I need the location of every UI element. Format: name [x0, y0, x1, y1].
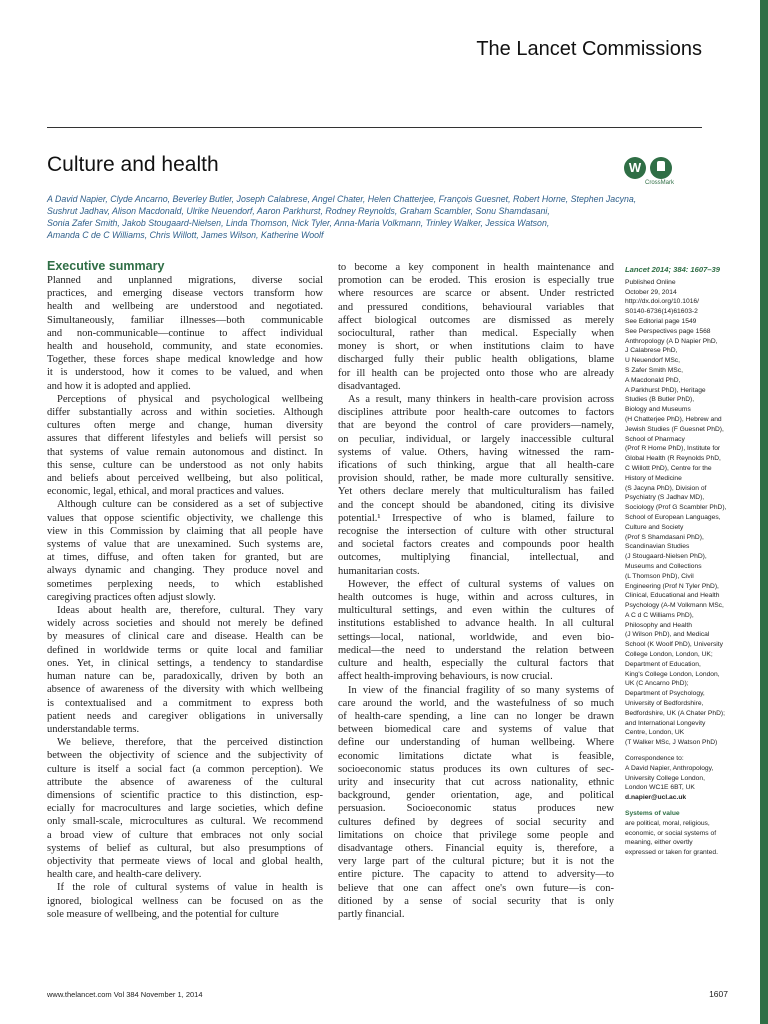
paragraph-line: only small-scale, microcultures as cultural. We recommend — [47, 816, 323, 828]
correspondence-line: Correspondence to: — [625, 755, 684, 763]
affiliation-line: (Prof R Horne PhD), Institute for — [625, 445, 721, 453]
paragraph-line: limitations on choice that privilege some people and — [338, 829, 614, 841]
paragraph-line: differ substantially across and within societies. Although — [47, 407, 323, 419]
paragraph-line: and non-communicable—continue to affect individual — [47, 327, 323, 339]
paragraph-line: values that oppose scientific objectivity, we challenge this — [47, 512, 323, 524]
author-list — [47, 193, 637, 241]
see-perspectives-link[interactable]: See Perspectives page 1568 — [625, 327, 711, 335]
paragraph-line: health and wellbeing are understood and negotiated. — [47, 301, 323, 313]
affiliation-line: UK (C Ancarno PhD); — [625, 680, 689, 688]
affiliation-line: Studies (B Butler PhD), — [625, 396, 695, 404]
paragraph-line: medical—the need to understand the relation between — [338, 644, 614, 656]
affiliation-line: School of European Languages, — [625, 513, 721, 521]
open-access-icon[interactable]: W — [624, 157, 646, 179]
paragraph-line: settings—local, national, worldwide, and even bio- — [338, 631, 614, 643]
journal-section-header: The Lancet Commissions — [476, 38, 702, 60]
paragraph-line: cultures often merge and change, human diversity — [47, 420, 323, 432]
affiliation-line: and International Longevity — [625, 719, 706, 727]
glossary-line: expressed or taken for granted. — [625, 849, 718, 857]
paragraph-line: Simultaneously, familiar illnesses—both communicable — [47, 314, 323, 326]
publication-info: October 29, 2014 — [625, 288, 677, 296]
paragraph-line: disadvantaged. — [338, 380, 401, 392]
article-sidebar — [625, 265, 737, 858]
affiliation-line: Biology and Museums — [625, 406, 691, 414]
paragraph-line: and how it is adopted and applied. — [47, 380, 191, 392]
affiliation-line: History of Medicine — [625, 474, 682, 482]
affiliation-line: Department of Education, — [625, 660, 701, 668]
paragraph-line: assures that different lifestyles and beliefs will persist so — [47, 433, 323, 445]
affiliation-line: (Prof S Shamdasani PhD), — [625, 533, 704, 541]
paragraph-line: between biomedical care and systems of value that — [338, 724, 614, 736]
paragraph-line: between the objectivity of science and the subjectivity of — [47, 750, 323, 762]
crossmark-icon[interactable] — [650, 157, 672, 179]
affiliation-line: Centre, London, UK — [625, 729, 685, 737]
paragraph-line: economic limitations dictate what is feasible, — [338, 750, 614, 762]
glossary-title: Systems of value — [625, 810, 680, 818]
paragraph-line: institutions established to advance health. In all cultural — [338, 618, 614, 630]
paragraph-line: ecially for macrocultures and large societies, which define — [47, 803, 323, 815]
affiliation-line: J Calabrese PhD, — [625, 347, 678, 355]
affiliation-line: School (K Woolf PhD), University — [625, 641, 723, 649]
paragraph-line: and societal factors creates and compounds poor health — [338, 539, 614, 551]
paragraph-line: Perceptions of physical and psychological wellbeing — [57, 393, 323, 405]
affiliation-line: (L Thomson PhD), Civil — [625, 572, 694, 580]
paragraph-line: Yet others declare merely that multiculturalism has failed — [338, 486, 614, 498]
paragraph-line: where resources are scarce or absent. Under restricted — [338, 288, 614, 300]
glossary-line: economic, or social systems of — [625, 829, 717, 837]
citation: Lancet 2014; 384: 1607–39 — [625, 265, 720, 274]
paragraph-line: that are beyond the control of care providers—namely, — [338, 420, 614, 432]
affiliation-line: A Macdonald PhD, — [625, 376, 681, 384]
paragraph-line: on peculiar, individual, or largely inaccessible cultural — [338, 433, 614, 445]
affiliation-line: Culture and Society — [625, 523, 684, 531]
affiliation-line: Jewish Studies (F Guesnet PhD), — [625, 425, 724, 433]
affiliation-line: Global Health (R Reynolds PhD, — [625, 455, 721, 463]
author-line[interactable]: Sonia Zafer Smith, Jakob Stougaard-Nielsen, Linda Thomson, Nick Tyler, Anna-Maria Volkmann, Trinley Walker, Jessica Watson, — [47, 218, 550, 229]
paragraph-line: that systems of value remain autonomous and distinct. In — [47, 446, 323, 458]
affiliation-line: A C d C Williams PhD), — [625, 611, 694, 619]
paragraph-line: multicultural settings, and even within the cultures of — [338, 605, 614, 617]
affiliation-line: Clinical, Educational and Health — [625, 592, 720, 600]
body-column-2 — [338, 261, 614, 921]
header-rule — [47, 127, 702, 128]
paragraph-line: is contextualised and a commitment to express both — [47, 697, 323, 709]
paragraph-line: attribute the absence of awareness of the cultural — [47, 776, 323, 788]
affiliation-line: U Neuendorf MSc, — [625, 357, 681, 365]
paragraph-line: care around the world, and the wastefulness of so much — [338, 697, 614, 709]
paragraph-line: Although culture can be considered as a set of subjective — [57, 499, 323, 511]
paragraph-line: and the concept should be abandoned, citing its divisive — [338, 499, 614, 511]
affiliation-line: Psychology (A-M Volkmann MSc, — [625, 602, 724, 610]
correspondence-line: London WC1E 6BT, UK — [625, 784, 695, 792]
affiliation-line: King's College London, London, — [625, 670, 720, 678]
affiliation-line: School of Pharmacy — [625, 435, 685, 443]
paragraph-line: it is understood, how it comes to be valued, and when — [47, 367, 323, 379]
affiliation-line: Bedfordshire, UK (A Chater PhD); — [625, 709, 725, 717]
paragraph-line: human nature can be, paradoxically, driven by both an — [47, 671, 323, 683]
affiliation-line: S Zafer Smith MSc, — [625, 366, 683, 374]
author-line[interactable]: Sushrut Jadhav, Alison Macdonald, Ulrike Neuendorf, Aaron Parkhurst, Rodney Reynolds, Graham Scambler, Sonu Shamdasani, — [47, 206, 550, 217]
publication-info: Published Online — [625, 278, 676, 286]
paragraph-line: socioeconomic status produces its own cultures of sec- — [338, 763, 614, 775]
paragraph-line: objectivity that permeate views of local and global health, — [47, 855, 323, 867]
paragraph-line: As a result, many thinkers in health-care provision across — [348, 394, 614, 406]
paragraph-line: of health-care spending, a line can no longer be drawn — [338, 710, 614, 722]
paragraph-line: to become a key component in health maintenance and — [338, 262, 614, 273]
paragraph-line: urity and insecurity that cut across nationality, ethnic — [338, 776, 614, 788]
affiliation-line: Engineering (Prof N Tyler PhD), — [625, 582, 719, 590]
paragraph-line: provision should, rather, be made more culturally sensitive. — [338, 473, 614, 485]
affiliation-line: University of Bedfordshire, — [625, 700, 704, 708]
paragraph-line: practices, and emerging disease vectors transform how — [47, 288, 323, 300]
paragraph-line: very large part of the cultural picture; but it is not the — [338, 856, 614, 868]
paragraph-line: ones. Yet, in clinical settings, a tendency to standardise — [47, 657, 323, 669]
paragraph-line: systems of belief as cultural, but also presumptions of — [47, 842, 323, 854]
affiliations — [625, 337, 737, 748]
paragraph-line: Ideas about health are, therefore, cultural. They vary — [57, 605, 323, 617]
paragraph-line: systems of value that are unexamined. Such systems are, — [47, 539, 323, 551]
affiliation-line: Department of Psychology, — [625, 690, 705, 698]
affiliation-line: Psychiatry (S Jadhav MD), — [625, 494, 705, 502]
paragraph-line: We believe, therefore, that the perceived distinction — [57, 737, 323, 749]
paragraph-line: promotion can be eroded. This erosion is especially true — [338, 275, 614, 287]
doi-link[interactable]: S0140-6736(14)61603-2 — [625, 308, 698, 316]
paragraph-line: view in this Commission by claiming that all people have — [47, 525, 323, 537]
page-number: 1607 — [709, 989, 728, 999]
see-editorial-link[interactable]: See Editorial page 1549 — [625, 317, 697, 325]
correspondence-line: d.napier@ucl.ac.uk — [625, 794, 687, 802]
paragraph-line: caregiving practices often adjust slowly. — [47, 591, 216, 603]
paragraph-line: culture and health, especially the cultural factors that — [338, 658, 614, 670]
paragraph-line: health and household, community, and state economies. — [47, 341, 323, 353]
affiliation-line: (J Wilson PhD), and Medical — [625, 631, 710, 639]
paragraph-line: However, the effect of cultural systems of values on — [348, 578, 614, 590]
paragraph-line: sociocultural, rather than medical. Especially when — [338, 328, 614, 340]
affiliation-line: College London, London, UK; — [625, 651, 713, 659]
paragraph-line: cultures defined by degrees of social security and — [338, 816, 614, 828]
correspondence — [625, 754, 737, 803]
body-column-1 — [47, 274, 323, 921]
paragraph-line: Together, these forces shape medical knowledge and how — [47, 354, 323, 366]
affiliation-line: Scandinavian Studies — [625, 543, 690, 551]
correspondence-line: University College London, — [625, 774, 705, 782]
paragraph-line: health care, and health-care delivery. — [47, 869, 202, 881]
paragraph-line: believe that one can affect one's own future—is con- — [338, 882, 614, 894]
footer-journal-info: www.thelancet.com Vol 384 November 1, 2014 — [47, 990, 203, 999]
section-heading: Executive summary — [47, 259, 165, 273]
glossary-line: are political, moral, religious, — [625, 819, 710, 827]
paragraph-line: a broad view of culture that embraces not only social — [47, 829, 323, 841]
glossary-definition — [625, 819, 737, 858]
paragraph-line: understandable terms. — [47, 723, 140, 735]
paragraph-line: sometimes perplexing needs, to which established — [47, 578, 323, 590]
paragraph-line: absence of awareness of the diversity with which wellbeing — [47, 684, 323, 696]
paragraph-line: culture is itself a social fact (a common perception). We — [47, 763, 323, 775]
paragraph-line: always dynamic and changing. They produce novel and — [47, 565, 323, 577]
paragraph-line: and beliefs about perceived wellbeing, but also political, — [47, 473, 323, 485]
paragraph-line: background, gender orientation, age, and political — [338, 790, 614, 802]
paragraph-line: affect biological outcomes are dismissed as merely — [338, 314, 614, 326]
paragraph-line: discharged fully their public health obligations, blame — [338, 354, 614, 366]
paragraph-line: ifications of such thinking, argue that all health-care — [338, 460, 614, 472]
doi-link[interactable]: http://dx.doi.org/10.1016/ — [625, 298, 699, 306]
paragraph-line: recognise the intersection of culture with other structural — [338, 526, 614, 538]
paragraph-line: affect health-improving behaviours, is now crucial. — [338, 671, 553, 683]
paragraph-line: widely across societies and should not merely be defined — [47, 618, 323, 630]
paragraph-line: If the role of cultural systems of value in health is — [57, 882, 323, 894]
paragraph-line: and pressured conditions, behavioural variables that — [338, 301, 614, 313]
glossary-line: meaning, either overtly — [625, 839, 693, 847]
paragraph-line: patient needs and caregiver obligations in universally — [47, 710, 323, 722]
affiliation-line: Sociology (Prof G Scambler PhD), — [625, 504, 727, 512]
paragraph-line: systems of value. Others, having witnessed the ram- — [338, 446, 614, 458]
paragraph-line: health outcomes is huge, within and across cultures, in — [338, 592, 614, 604]
paragraph-line: for ill health can be projected onto those who are already — [338, 367, 614, 379]
author-line[interactable]: Amanda C de C Williams, Chris Willott, James Wilson, Katherine Woolf — [47, 230, 324, 241]
paragraph-line: dimensions of scientific practice to this distinction, esp- — [47, 789, 323, 801]
author-line[interactable]: A David Napier, Clyde Ancarno, Beverley Butler, Joseph Calabrese, Angel Chater, Helen Chatterjee, François Guesnet, Robert Horne, Stephen Jacyna, — [47, 194, 637, 204]
crossmark-label: CrossMark — [645, 180, 675, 186]
affiliation-line: Museums and Collections — [625, 562, 702, 570]
paragraph-line: disciplines attribute poor health-care outcomes to factors — [338, 407, 614, 419]
journal-edge-bar — [760, 0, 768, 1024]
paragraph-line: this sense, culture can be understood as not only habits — [47, 459, 323, 471]
affiliation-line: Philosophy and Health — [625, 621, 692, 629]
paragraph-line: money is short, or when institutions claim to have — [338, 341, 614, 353]
paragraph-line: In view of the financial fragility of so many systems of — [348, 684, 614, 696]
paragraph-line: defined in worldwide terms or quite local and familiar — [47, 644, 323, 656]
correspondence-line: A David Napier, Anthropology, — [625, 764, 714, 772]
paragraph-line: define our understanding of human wellbeing. Where — [338, 737, 614, 749]
paragraph-line: by measures of clinical care and disease. Health can be — [47, 631, 323, 643]
paragraph-line: ditioned by a sense of social security that is only — [338, 895, 614, 907]
affiliation-line: (J Stougaard-Nielsen PhD), — [625, 553, 707, 561]
paragraph-line: persuasion. Socioeconomic status produces new — [338, 803, 614, 815]
paragraph-line: Planned and unplanned migrations, diverse social — [47, 275, 323, 286]
affiliation-line: (H Chatterjee PhD), Hebrew and — [625, 415, 722, 423]
paragraph-line: humanitarian costs. — [338, 565, 420, 577]
paragraph-line: sole measure of wellbeing, and the potential for culture — [47, 908, 279, 920]
paragraph-line: disadvantage others. Financial equity is, therefore, a — [338, 842, 614, 854]
paragraph-line: economic, legal, ethical, and moral practices and values. — [47, 486, 285, 498]
paragraph-line: ignored, biological wellness can be focused on as the — [47, 895, 323, 907]
paragraph-line: at times, diffuse, and often taken for granted, but are — [47, 552, 323, 564]
affiliation-line: A Parkhurst PhD), Heritage — [625, 386, 706, 394]
affiliation-line: Anthropology (A D Napier PhD, — [625, 337, 718, 345]
paragraph-line: outcomes, multiplying financial, intellectual, and — [338, 552, 614, 564]
paragraph-line: potential.¹ Irrespective of who is blamed, failure to — [338, 512, 614, 524]
affiliation-line: C Willott PhD), Centre for the — [625, 464, 712, 472]
paragraph-line: partly financial. — [338, 908, 405, 920]
article-title: Culture and health — [47, 153, 219, 176]
affiliation-line: (S Jacyna PhD), Division of — [625, 484, 707, 492]
affiliation-line: (T Walker MSc, J Watson PhD) — [625, 739, 718, 747]
paragraph-line: entire picture. The capacity to attend to adversity—to — [338, 869, 614, 881]
